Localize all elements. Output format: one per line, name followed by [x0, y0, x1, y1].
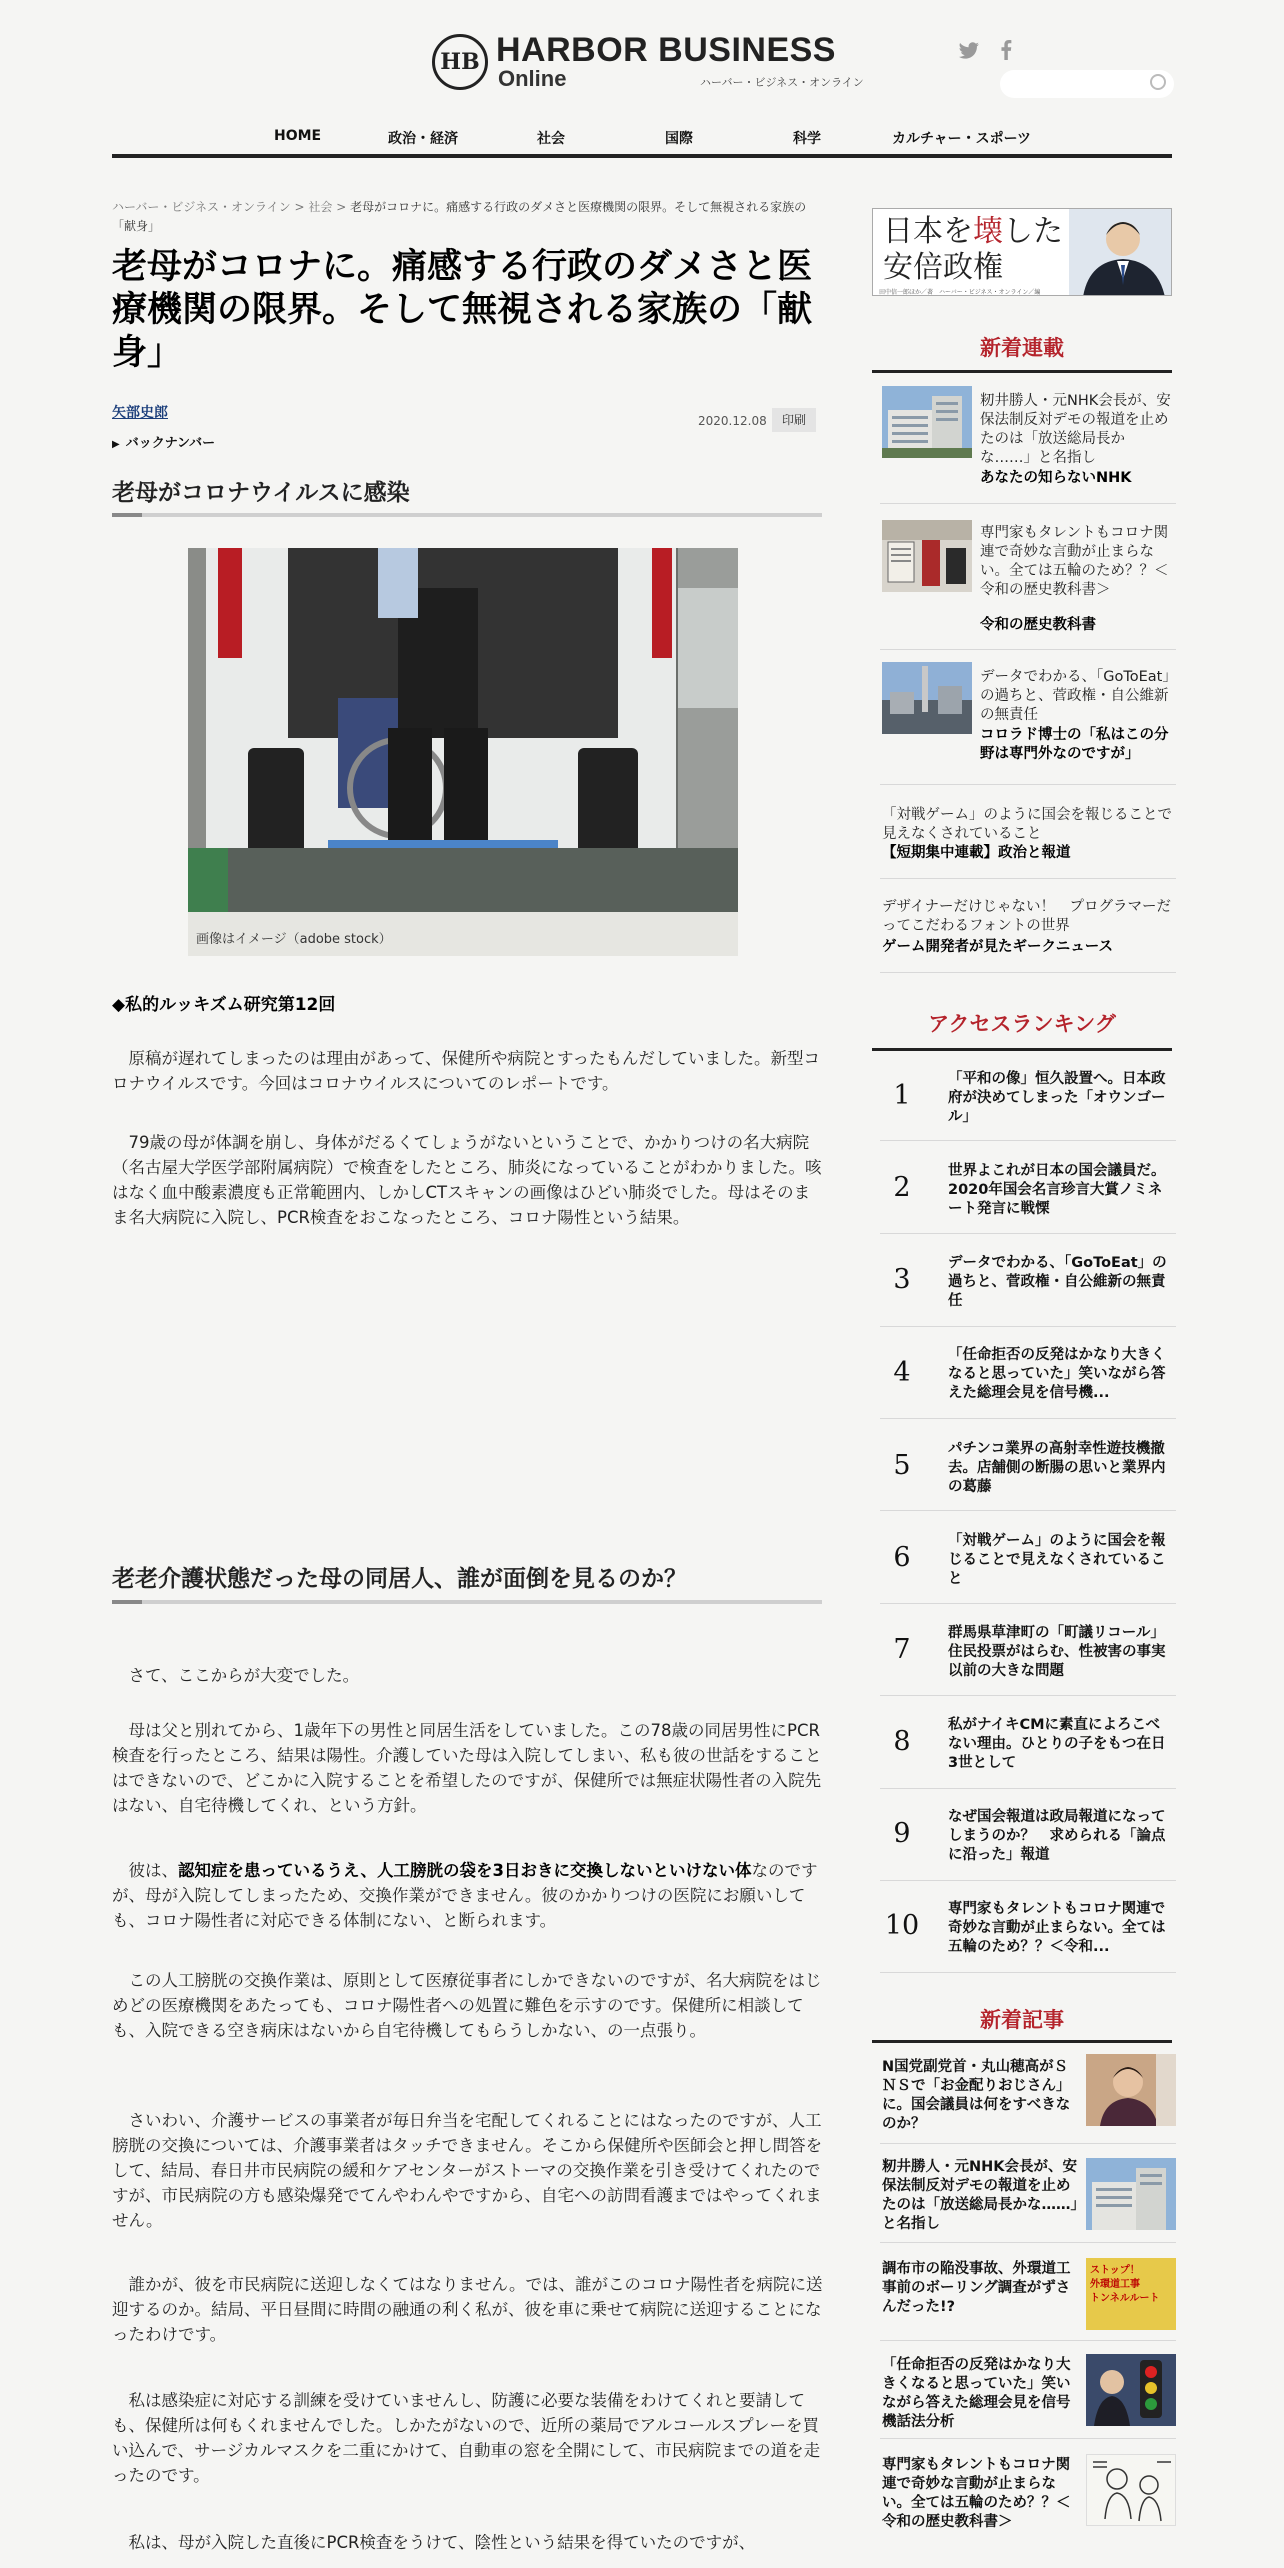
new-sep — [880, 2143, 1176, 2144]
serial-sep — [880, 878, 1176, 879]
p5-start: 彼は、 — [128, 1861, 178, 1880]
serial-sep — [880, 784, 1176, 785]
publish-date: 2020.12.08 — [698, 414, 767, 428]
paragraph-2: 79歳の母が体調を崩し、身体がだるくてしょうがないということで、かかりつけの名大病院（名古屋大学医学部附属病院）で検査をしたところ、肺炎になっていることがわかりました。咳はなく血中酸素濃度も正常範囲内、しかしCTスキャンの画像はひどい肺炎でした。母はそのまま名大病院に入院し、PCR検査をおこなったところ、コロナ陽性という結果。 — [112, 1133, 822, 1227]
serial-text-4[interactable]: 「対戦ゲーム」のように国会を報じることで見えなくされていること — [882, 807, 1172, 842]
serial-sep — [880, 503, 1176, 504]
paragraph-9: 私は感染症に対応する訓練を受けていませんし、防護に必要な装備をわけてくれと要請しても、保健所は何もくれませんでした。しかたがないので、近所の薬局でアルコールスプレーを買い込んで、サージカルマスクを二重にかけて、自動車の窓を全開にして、市民病院までの道を走ったのです。 — [112, 2391, 821, 2485]
nav-politics-economy[interactable]: 政治・経済 — [388, 131, 458, 147]
rank-sep — [880, 1695, 1176, 1696]
serial-sep — [880, 649, 1176, 650]
paragraph-8: 誰かが、彼を市民病院に送迎しなくてはなりません。では、誰がこのコロナ陽性者を病院に送迎するのか。結局、平日昼間に時間の融通の利く私が、彼を車に乗せて病院に送迎することになったわけです。 — [112, 2275, 823, 2344]
logo-kana: ハーバー・ビジネス・オンライン — [700, 76, 864, 89]
serial-tag-2[interactable]: 令和の歴史教科書 — [980, 617, 1096, 633]
rank-item-1[interactable]: 「平和の像」恒久設置へ。日本政府が決めてしまった「オウンゴール」 — [948, 1071, 1166, 1125]
author-link[interactable]: 矢部史郎 — [112, 405, 168, 421]
search-icon[interactable] — [1150, 74, 1166, 90]
rank-sep — [880, 1880, 1176, 1881]
article-photo — [188, 548, 738, 912]
twitter-icon[interactable] — [958, 42, 980, 64]
rank-sep — [880, 1788, 1176, 1789]
new-sep — [880, 2242, 1176, 2243]
rank-number: 3 — [893, 1264, 911, 1295]
logo-subtext: Online — [498, 66, 567, 91]
nav-rule — [112, 154, 1172, 158]
paragraph-6: この人工膀胱の交換作業は、原則として医療従事者にしかできないのですが、名大病院をはじめどの医療機関をあたっても、コロナ陽性者への処置に難色を示すのです。保健所に相談しても、入院できる空き病床はないから自宅待機してもらうしかない、の一点張り。 — [112, 1971, 822, 2040]
print-button[interactable]: 印刷 — [772, 408, 816, 432]
serial-sep — [880, 972, 1176, 973]
new-article-1[interactable]: N国党副党首・丸山穂高がＳＮＳで「お金配りおじさん」に。国会議員は何をすべきなのか？ — [882, 2059, 1071, 2132]
rank-number: 5 — [893, 1450, 911, 1481]
breadcrumb-society[interactable]: 社会 — [308, 200, 333, 214]
new-sep — [880, 2340, 1176, 2341]
series-label: ◆私的ルッキズム研究第12回 — [112, 995, 336, 1015]
photo-caption: 画像はイメージ（adobe stock） — [196, 932, 392, 947]
serial-text-5[interactable]: デザイナーだけじゃない！ プログラマーだってこだわるフォントの世界 — [882, 899, 1171, 934]
new-sep — [880, 2438, 1176, 2439]
logo-text[interactable]: HARBOR BUSINESS — [496, 31, 836, 69]
paragraph-10: 私は、母が入院した直後にPCR検査をうけて、陰性という結果を得ていたのですが、 — [128, 2533, 756, 2552]
rank-number: 9 — [893, 1818, 911, 1849]
rank-item-8[interactable]: 私がナイキCMに素直によろこべない理由。ひとりの子をもつ在日3世として — [948, 1717, 1166, 1771]
serial-heading: 新着連載 — [980, 336, 1064, 360]
rank-number: 10 — [884, 1910, 920, 1941]
rank-item-5[interactable]: パチンコ業界の高射幸性遊技機撤去。店舗側の断腸の思いと業界内の葛藤 — [948, 1441, 1166, 1495]
p5-emphasis: 認知症を患っているうえ、人工膀胱の袋を3日おきに交換しないといけない体 — [178, 1861, 752, 1880]
rank-item-7[interactable]: 群馬県草津町の「町議リコール」住民投票がはらむ、性被害の事実以前の大きな問題 — [948, 1625, 1166, 1679]
paragraph-4: 母は父と別れてから、1歳年下の男性と同居生活をしていました。この78歳の同居男性にPCR検査を行ったところ、結果は陽性。介護していた母は入院してしまい、私も彼の世話をすることはできないので、どこかに入院することを希望したのですが、保健所では無症状陽性者の入院先はない、自宅待機してくれ、という方針。 — [112, 1721, 822, 1815]
book-ad-banner[interactable] — [872, 208, 1172, 296]
serial-text-1[interactable]: 籾井勝人・元NHK会長が、安保法制反対デモの報道を止めたのは「放送総局長かな……」と名指し — [980, 393, 1171, 466]
logo-mark[interactable]: HB — [432, 34, 488, 90]
rank-item-6[interactable]: 「対戦ゲーム」のように国会を報じることで見えなくされていること — [948, 1533, 1166, 1587]
ad-title-2: 安倍政権 — [883, 250, 1003, 285]
new-article-thumb-2[interactable] — [1086, 2158, 1176, 2230]
facebook-icon[interactable] — [1000, 40, 1012, 64]
new-article-thumb-3[interactable] — [1086, 2258, 1176, 2330]
rank-sep — [880, 1972, 1176, 1973]
serial-thumb-1[interactable] — [882, 386, 972, 458]
serial-tag-3[interactable]: コロラド博士の「私はこの分野は専門外なのですが」 — [980, 727, 1169, 762]
new-articles-rule — [872, 2040, 1172, 2043]
nav-science[interactable]: 科学 — [793, 131, 821, 147]
serial-tag-4[interactable]: 【短期集中連載】政治と報道 — [882, 845, 1071, 861]
new-article-thumb-4[interactable] — [1086, 2354, 1176, 2426]
rank-item-4[interactable]: 「任命拒否の反発はかなり大きくなると思っていた」笑いながら答えた総理会見を信号機... — [948, 1347, 1166, 1401]
protest-sign-text: ストップ！ 外環道工事 トンネルルート — [1090, 2265, 1160, 2304]
new-article-3[interactable]: 調布市の陥没事故、外環道工事前のボーリング調査がずさんだった!? — [882, 2261, 1071, 2315]
rank-item-3[interactable]: データでわかる、「GoToEat」の過ちと、菅政権・自公維新の無責任 — [948, 1255, 1167, 1309]
section-rule-2 — [112, 1600, 822, 1604]
rank-number: 2 — [893, 1172, 911, 1203]
rank-sep — [880, 1510, 1176, 1511]
ad-credit: 田中信一郎ほか／著 ハーバー・ビジネス・オンライン／編 — [879, 289, 1041, 296]
rank-sep — [880, 1233, 1176, 1234]
new-article-2[interactable]: 籾井勝人・元NHK会長が、安保法制反対デモの報道を止めたのは「放送総局長かな……」と名指し — [882, 2159, 1078, 2232]
rank-number: 4 — [893, 1357, 911, 1388]
ad-title-b: 壊 — [973, 214, 1003, 249]
serial-thumb-2[interactable] — [882, 520, 972, 592]
rank-item-2[interactable]: 世界よこれが日本の国会議員だ。2020年国会名言珍言大賞ノミネート発言に戦慄 — [948, 1163, 1166, 1217]
nav-culture-sports[interactable]: カルチャー・スポーツ — [892, 131, 1032, 147]
rank-number: 8 — [893, 1726, 911, 1757]
ad-portrait — [1069, 209, 1172, 296]
section-heading-2: 老老介護状態だった母の同居人、誰が面倒を見るのか？ — [112, 1566, 687, 1592]
new-article-4[interactable]: 「任命拒否の反発はかなり大きくなると思っていた」笑いながら答えた総理会見を信号機話法分析 — [882, 2357, 1071, 2430]
new-article-thumb-5[interactable] — [1086, 2454, 1176, 2526]
rank-item-10[interactable]: 専門家もタレントもコロナ関連で奇妙な言動が止まらない。全ては五輪のため？？＜令和... — [948, 1901, 1166, 1955]
nav-international[interactable]: 国際 — [665, 131, 693, 147]
rank-number: 7 — [893, 1634, 911, 1665]
serial-text-3[interactable]: データでわかる、「GoToEat」の過ちと、菅政権・自公維新の無責任 — [980, 669, 1170, 723]
rank-sep — [880, 1418, 1176, 1419]
paragraph-3: さて、ここからが大変でした。 — [128, 1666, 360, 1685]
rank-number: 1 — [893, 1080, 911, 1111]
section-rule-1 — [112, 513, 822, 517]
ranking-heading: アクセスランキング — [928, 1012, 1116, 1036]
search-input[interactable] — [1000, 70, 1174, 98]
paragraph-7: さいわい、介護サービスの事業者が毎日弁当を宅配してくれることにはなったのですが、人工膀胱の交換については、介護事業者はタッチできません。そこから保健所や医師会と押し問答をして、結局、春日井市民病院の緩和ケアセンターがストーマの交換作業を引き受けてくれたのですが、市民病院の方も感染爆発でてんやわんやですから、自宅への訪問看護まではやってくれません。 — [112, 2111, 823, 2230]
ad-title-c: した — [1003, 214, 1063, 249]
breadcrumb-home[interactable]: ハーバー・ビジネス・オンライン — [112, 200, 291, 214]
breadcrumb-current: 老母がコロナに。痛感する行政のダメさと医療機関の限界。そして無視される家族の「献身」 — [112, 200, 807, 233]
serial-thumb-3[interactable] — [882, 662, 972, 734]
serial-tag-5[interactable]: ゲーム開発者が見たギークニュース — [882, 939, 1113, 955]
breadcrumb: ハーバー・ビジネス・オンライン > 社会 > 老母がコロナに。痛感する行政のダメさと医療機関の限界。そして無視される家族の「献身」 — [112, 200, 807, 233]
ranking-rule — [872, 1048, 1172, 1051]
paragraph-1: 原稿が遅れてしまったのは理由があって、保健所や病院とすったもんだしていました。新型コロナウイルスです。今回はコロナウイルスについてのレポートです。 — [112, 1049, 821, 1093]
back-numbers-label: バックナンバー — [125, 436, 216, 451]
article-title: 老母がコロナに。痛感する行政のダメさと医療機関の限界。そして無視される家族の「献身」 — [112, 247, 813, 373]
rank-sep — [880, 1326, 1176, 1327]
triangle-right-icon: ▶ — [112, 439, 120, 450]
ad-title — [883, 215, 1063, 249]
serial-tag-1[interactable]: あなたの知らないNHK — [980, 470, 1132, 486]
new-articles-heading: 新着記事 — [980, 2008, 1064, 2032]
nav-society[interactable]: 社会 — [537, 131, 565, 147]
rank-number: 6 — [893, 1542, 911, 1573]
rank-sep — [880, 1603, 1176, 1604]
rank-sep — [880, 1140, 1176, 1141]
rank-item-9[interactable]: なぜ国会報道は政局報道になってしまうのか？ 求められる「論点に沿った」報道 — [948, 1809, 1166, 1863]
paragraph-5 — [112, 1858, 824, 1933]
ad-title-a: 日本を — [883, 214, 973, 249]
new-article-5[interactable]: 専門家もタレントもコロナ関連で奇妙な言動が止まらない。全ては五輪のため？？＜令和の歴史教科書＞ — [882, 2457, 1071, 2530]
new-article-thumb-1[interactable] — [1086, 2054, 1176, 2126]
serial-rule — [872, 370, 1172, 373]
serial-text-2[interactable]: 専門家もタレントもコロナ関連で奇妙な言動が止まらない。全ては五輪のため？？＜令和の歴史教科書＞ — [980, 525, 1169, 598]
section-heading-1: 老母がコロナウイルスに感染 — [112, 480, 410, 506]
nav-home[interactable]: HOME — [274, 128, 322, 144]
back-numbers-link[interactable] — [112, 432, 215, 451]
p5-end: なのですが、母が入院してしまったため、交換作業ができません。彼のかかりつけの医院にお願いしても、コロナ陽性者に対応できる体制にない、と断られます。 — [112, 1861, 818, 1930]
